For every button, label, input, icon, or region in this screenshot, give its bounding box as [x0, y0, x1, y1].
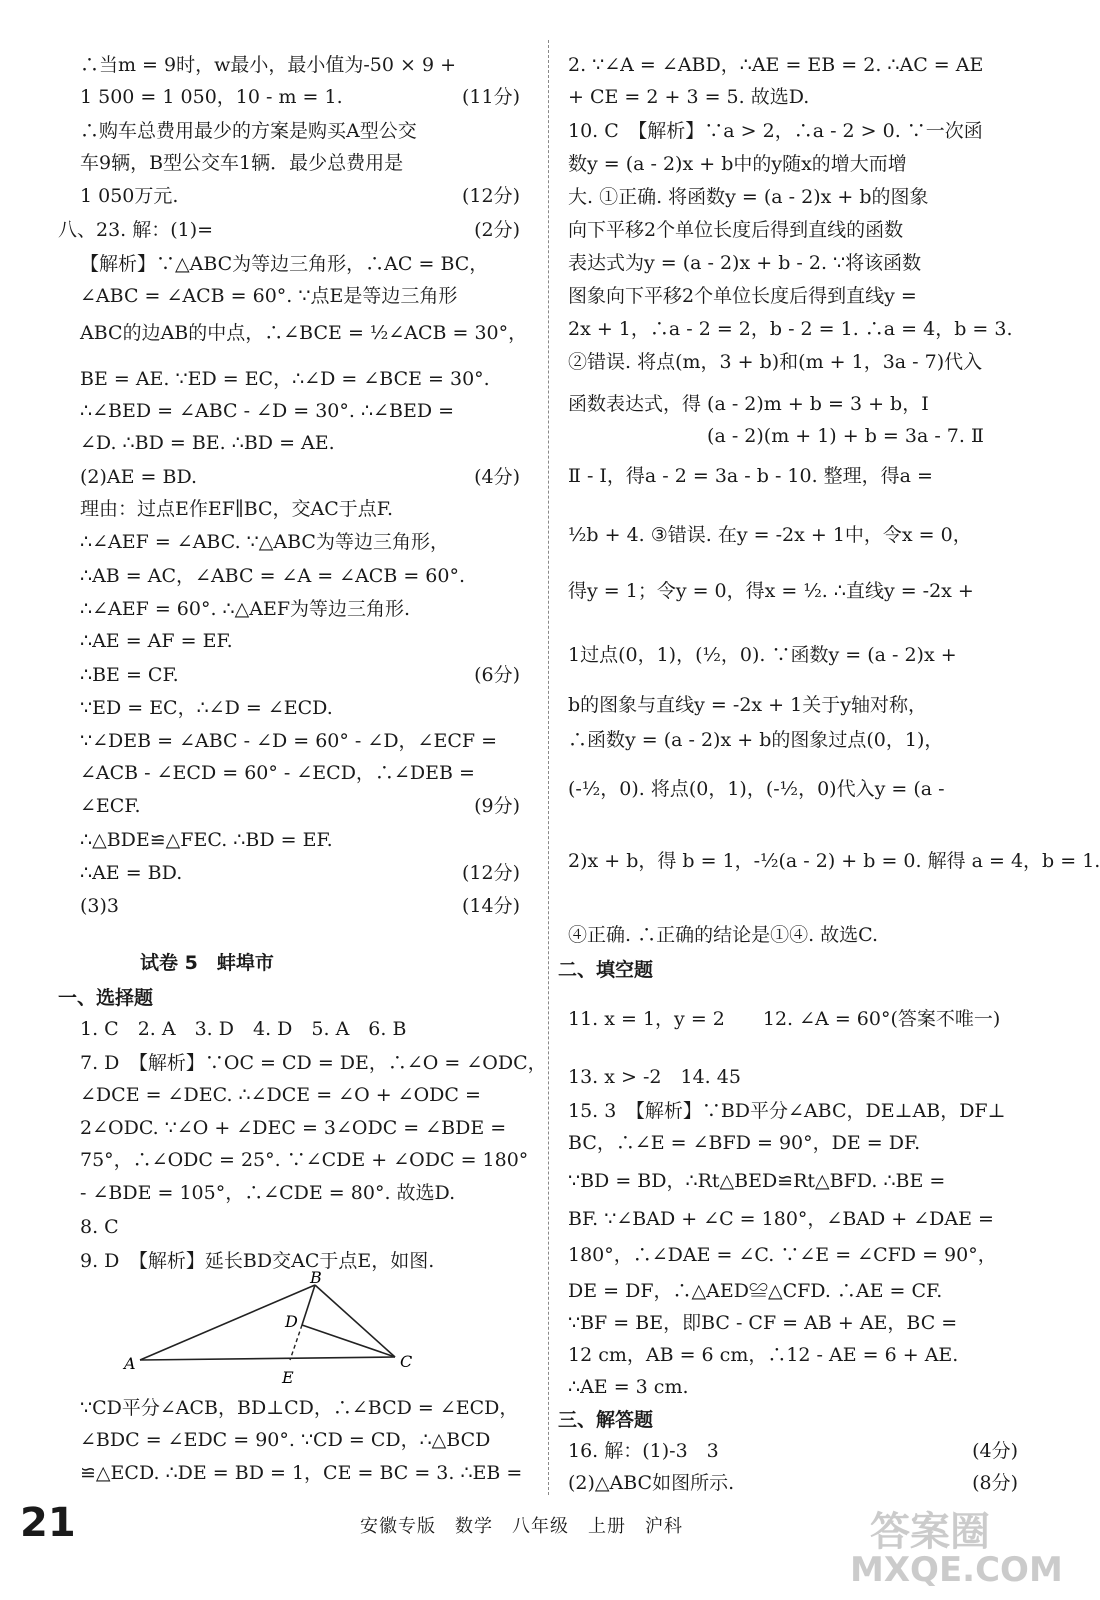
right-line-text: (2)△ABC如图所示.: [568, 1472, 735, 1494]
right-line: [568, 116, 1018, 146]
left-line: [80, 1425, 520, 1455]
left-line: [80, 1014, 520, 1044]
left-line-text: ∵∠DEB = ∠ABC - ∠D = 60° - ∠D，∠ECF =: [80, 730, 498, 752]
right-line-text: 二、填空题: [558, 959, 654, 981]
left-line-text: 7. D 【解析】∵OC = CD = DE，∴∠O = ∠ODC，: [80, 1052, 547, 1074]
label-d: D: [285, 1312, 298, 1331]
score-note: (4分): [972, 1440, 1018, 1462]
left-line-text: ∠ACB - ∠ECD = 60° - ∠ECD，∴∠DEB =: [80, 762, 475, 784]
right-line-text: 12 cm，AB = 6 cm，∴12 - AE = 6 + AE.: [568, 1344, 959, 1366]
watermark: [850, 1500, 1063, 1595]
right-line: [568, 389, 1018, 419]
right-line-text: 2)x + b，得 b = 1，-½(a - 2) + b = 0. 解得 a = 4，b = 1.: [568, 850, 1100, 872]
right-line-text: 函数表达式，得 (a - 2)m + b = 3 + b，Ⅰ: [568, 393, 929, 415]
left-line-text: - ∠BDE = 105°，∴∠CDE = 80°. 故选D.: [80, 1182, 456, 1204]
right-line-text: 三、解答题: [558, 1409, 654, 1431]
right-line: [568, 846, 1100, 876]
right-line-text: Ⅱ - Ⅰ，得a - 2 = 3a - b - 10. 整理，得a =: [568, 465, 933, 487]
right-line: [568, 281, 1018, 311]
left-line-text: ∴∠AEF = 60°. ∴△AEF为等边三角形.: [80, 598, 411, 620]
right-line-text: 数y = (a - 2)x + b中的y随x的增大而增: [568, 153, 907, 175]
right-line: [568, 725, 1018, 755]
label-e: E: [282, 1368, 294, 1387]
footer-caption: 安徽专版 数学 八年级 上册 沪科: [360, 1516, 683, 1537]
triangle-diagram: [120, 1268, 450, 1395]
right-line: [568, 1276, 1018, 1306]
right-line-text: 2x + 1，∴a - 2 = 2，b - 2 = 1. ∴a = 4，b = 3.: [568, 318, 1013, 340]
page-number: 21: [20, 1500, 76, 1546]
right-line: [568, 82, 1018, 112]
left-line-text: ∴BE = CF.: [80, 664, 179, 686]
right-line: [568, 347, 1018, 377]
left-line-text: 75°，∴∠ODC = 25°. ∵∠CDE + ∠ODC = 180°: [80, 1149, 529, 1171]
right-line: [568, 774, 1018, 804]
score-note: (12分): [461, 185, 520, 207]
left-line: [80, 1458, 523, 1488]
left-line-text: ∠DCE = ∠DEC. ∴∠DCE = ∠O + ∠ODC =: [80, 1084, 481, 1106]
left-line: [80, 1212, 520, 1242]
right-line-text: 15. 3 【解析】∵BD平分∠ABC，DE⊥AB，DF⊥: [568, 1100, 1006, 1122]
right-line: [568, 576, 1018, 606]
right-line-text: ∴AE = 3 cm.: [568, 1376, 689, 1398]
right-line-text: 图象向下平移2个单位长度后得到直线y =: [568, 285, 917, 307]
right-line-text: b的图象与直线y = -2x + 1关于y轴对称，: [568, 694, 927, 716]
left-line-text: ∴∠AEF = ∠ABC. ∵△ABC为等边三角形，: [80, 531, 449, 553]
left-line-text: 试卷 5 蚌埠市: [140, 952, 274, 974]
left-line: [80, 858, 520, 888]
right-line-text: 11. x = 1，y = 2 12. ∠A = 60°(答案不唯一): [568, 1008, 1001, 1030]
left-line: [80, 626, 520, 656]
right-line-text: ∵BD = BD，∴Rt△BED≌Rt△BFD. ∴BE =: [568, 1170, 946, 1192]
left-line-text: 1 050万元.: [80, 185, 179, 207]
left-line-text: 2∠ODC. ∵∠O + ∠DEC = 3∠ODC = ∠BDE =: [80, 1117, 507, 1139]
right-line-text: 16. 解：(1)-3 3: [568, 1440, 719, 1462]
right-line: [568, 690, 1018, 720]
left-line: [80, 364, 520, 394]
left-line: [58, 215, 520, 245]
right-line: [568, 1062, 1018, 1092]
right-line-text: 表达式为y = (a - 2)x + b - 2. ∵将该函数: [568, 252, 922, 274]
right-line: [568, 1372, 1018, 1402]
right-line-text: 2. ∵∠A = ∠ABD，∴AE = EB = 2. ∴AC = AE: [568, 54, 984, 76]
left-line-text: 8. C: [80, 1216, 119, 1238]
right-line: [568, 1204, 1018, 1234]
left-line: [80, 527, 520, 557]
right-line: [568, 1096, 1018, 1126]
left-line: [80, 318, 528, 348]
right-line: [568, 920, 1018, 950]
left-line: [80, 1080, 520, 1110]
left-line-text: ≌△ECD. ∴DE = BD = 1，CE = BC = 3. ∴EB =: [80, 1462, 523, 1484]
left-line: [80, 791, 520, 821]
right-line-text: 1过点(0，1)，(½，0). ∵函数y = (a - 2)x +: [568, 644, 957, 666]
right-line-text: 10. C 【解析】∵a > 2，∴a - 2 > 0. ∵一次函: [568, 120, 983, 142]
left-line: [80, 891, 520, 921]
left-line: [80, 148, 520, 178]
right-line-text: ½b + 4. ③错误. 在y = -2x + 1中，令x = 0，: [568, 524, 972, 546]
score-note: (4分): [474, 466, 520, 488]
left-line: [80, 181, 520, 211]
right-line-text: DE = DF，∴△AED≌△CFD. ∴AE = CF.: [568, 1280, 943, 1302]
right-line-text: (-½，0). 将点(0，1)，(-½，0)代入y = (a -: [568, 778, 945, 800]
left-line: [80, 1145, 529, 1175]
right-line-text: ∵BF = BE，即BC - CF = AB + AE，BC =: [568, 1312, 958, 1334]
left-line: [80, 758, 520, 788]
left-line: [80, 1246, 520, 1276]
left-line-text: ∠D. ∴BD = BE. ∴BD = AE.: [80, 432, 335, 454]
left-line-text: 1. C 2. A 3. D 4. D 5. A 6. B: [80, 1018, 407, 1040]
right-line-text: ∴函数y = (a - 2)x + b的图象过点(0，1)，: [568, 729, 944, 751]
left-line-text: ∴AE = AF = EF.: [80, 630, 233, 652]
watermark-url: MXQE.COM: [850, 1550, 1063, 1590]
left-line-text: 9. D 【解析】延长BD交AC于点E，如图.: [80, 1250, 435, 1272]
score-note: (11分): [461, 86, 520, 108]
right-line: [568, 520, 1018, 550]
right-line: [568, 50, 1018, 80]
right-line-text: 13. x > -2 14. 45: [568, 1066, 741, 1088]
left-line: [80, 1393, 520, 1423]
right-line: [568, 1004, 1018, 1034]
right-line-text: 180°，∴∠DAE = ∠C. ∵∠E = ∠CFD = 90°，: [568, 1244, 997, 1266]
left-line-text: 车9辆，B型公交车1辆．最少总费用是: [80, 152, 404, 174]
left-line: [80, 249, 520, 279]
left-line-text: 1 500 = 1 050，10 - m = 1.: [80, 86, 343, 108]
right-line: [568, 461, 1018, 491]
score-note: (12分): [461, 862, 520, 884]
left-line: [80, 726, 520, 756]
right-line: [568, 1128, 1018, 1158]
left-line-text: 【解析】∵△ABC为等边三角形，∴AC = BC，: [80, 253, 489, 275]
left-line-text: ∴AE = BD.: [80, 862, 183, 884]
column-divider: [548, 40, 549, 1495]
right-line: [568, 640, 1018, 670]
left-line-text: ∠ECF.: [80, 795, 141, 817]
right-line-text: + CE = 2 + 3 = 5. 故选D.: [568, 86, 810, 108]
left-line-text: ∠ABC = ∠ACB = 60°. ∵点E是等边三角形: [80, 285, 458, 307]
left-line-text: 一、选择题: [58, 987, 154, 1009]
left-line: [80, 428, 520, 458]
left-line-text: 理由：过点E作EF∥BC，交AC于点F.: [80, 498, 394, 520]
left-line-text: BE = AE. ∵ED = EC，∴∠D = ∠BCE = 30°.: [80, 368, 490, 390]
right-line: [568, 1436, 1018, 1466]
right-line-text: 大. ①正确. 将函数y = (a - 2)x + b的图象: [568, 186, 929, 208]
left-line-text: ∵ED = EC，∴∠D = ∠ECD.: [80, 697, 333, 719]
left-line: [80, 396, 520, 426]
left-line: [80, 561, 520, 591]
left-line-text: (2)AE = BD.: [80, 466, 198, 488]
right-line-text: 得y = 1；令y = 0，得x = ½. ∴直线y = -2x +: [568, 580, 974, 602]
left-line: [80, 281, 520, 311]
label-b: B: [310, 1268, 322, 1287]
left-line: [80, 82, 520, 112]
right-line-text: (a - 2)(m + 1) + b = 3a - 7. Ⅱ: [568, 425, 984, 447]
left-line: [80, 594, 520, 624]
left-line-text: (3)3: [80, 895, 120, 917]
right-line: [568, 182, 1018, 212]
left-line-text: ∴△BDE≌△FEC. ∴BD = EF.: [80, 829, 333, 851]
right-line-text: BC，∴∠E = ∠BFD = 90°，DE = DF.: [568, 1132, 921, 1154]
right-line: [568, 1468, 1018, 1498]
right-line: [568, 314, 1018, 344]
right-line: [568, 1340, 1018, 1370]
score-note: (8分): [972, 1472, 1018, 1494]
left-line-text: ∠BDC = ∠EDC = 90°. ∵CD = CD，∴△BCD: [80, 1429, 491, 1451]
left-line: [80, 116, 520, 146]
left-line-text: ∴AB = AC，∠ABC = ∠A = ∠ACB = 60°.: [80, 565, 466, 587]
right-line-text: ④正确. ∴正确的结论是①④. 故选C.: [568, 924, 879, 946]
right-line: [568, 215, 1018, 245]
left-line-text: ABC的边AB的中点，∴∠BCE = ½∠ACB = 30°，: [80, 322, 528, 344]
left-line: [80, 660, 520, 690]
left-line: [80, 50, 520, 80]
score-note: (6分): [474, 664, 520, 686]
score-note: (14分): [461, 895, 520, 917]
left-line: [58, 983, 520, 1013]
left-line: [80, 494, 520, 524]
left-line: [80, 825, 520, 855]
label-c: C: [400, 1352, 413, 1371]
right-line-text: ②错误. 将点(m，3 + b)和(m + 1，3a - 7)代入: [568, 351, 983, 373]
left-line: [80, 693, 520, 723]
right-line: [558, 955, 1018, 985]
right-line: [568, 1166, 1018, 1196]
left-line: [80, 1048, 547, 1078]
right-line: [558, 1405, 1018, 1435]
right-line: [568, 248, 1018, 278]
score-note: (2分): [474, 219, 520, 241]
label-a: A: [124, 1354, 136, 1373]
left-line: [80, 1113, 520, 1143]
right-line: [568, 421, 1018, 451]
left-line: [80, 462, 520, 492]
watermark-logo: 答案圈: [870, 1509, 990, 1555]
right-line-text: BF. ∵∠BAD + ∠C = 180°，∠BAD + ∠DAE =: [568, 1208, 994, 1230]
right-line-text: 向下平移2个单位长度后得到直线的函数: [568, 219, 904, 241]
left-line-text: ∴当m = 9时，w最小，最小值为-50 × 9 +: [80, 54, 457, 76]
right-line: [568, 149, 1018, 179]
left-line: [140, 948, 520, 978]
left-line: [80, 1178, 520, 1208]
right-line: [568, 1308, 1018, 1338]
right-line: [568, 1240, 1018, 1270]
left-line-text: ∴购车总费用最少的方案是购买A型公交: [80, 120, 417, 142]
score-note: (9分): [474, 795, 520, 817]
left-line-text: ∵CD平分∠ACB，BD⊥CD，∴∠BCD = ∠ECD，: [80, 1397, 519, 1419]
left-line-text: ∴∠BED = ∠ABC - ∠D = 30°. ∴∠BED =: [80, 400, 455, 422]
left-line-text: 八、23. 解：(1)=: [58, 219, 214, 241]
